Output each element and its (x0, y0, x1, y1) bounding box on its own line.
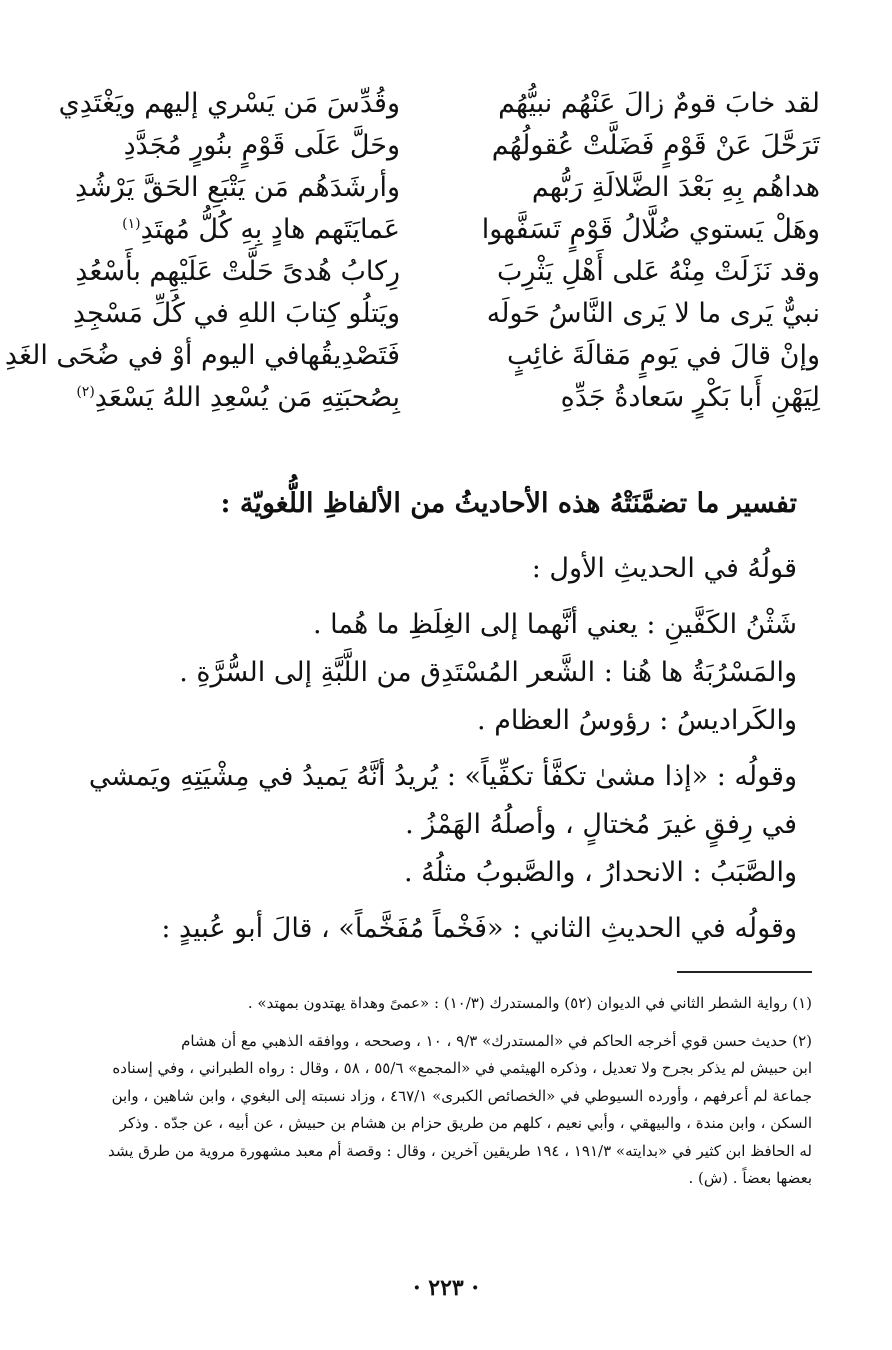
poem-verse (60, 82, 820, 124)
verse-second-hemistich (60, 298, 440, 329)
footnote-marker: (٢) (76, 383, 95, 400)
verse-second-hemistich (60, 88, 440, 119)
footnote-line: جماعة لم أعرفهم ، وأورده السيوطي في «الخصائص الكبرى» ٤٦٧/١ ، وزاد نسبته إلى البغوي ، وابن شاهين ، وابن (111, 1086, 812, 1105)
footnote-line: (٢) حديث حسن قوي أخرجه الحاكم في «المستدرك» ٩/٣ ، ١٠ ، وصححه ، ووافقه الذهبي مع أن هشام (181, 1031, 812, 1050)
verse-first-hemistich: وقد نَزَلَتْ مِنْهُ عَلى أَهْلِ يَثْرِبَ (497, 255, 820, 287)
footnote-line: السكن ، وابن مندة ، والبيهقي ، وأبي نعيم ، كلهم من طريق حزام بن هشام بن حبيش ، عن أبيه ، عن جدّه . وذكر (119, 1114, 812, 1132)
body-line: والصَّبَبُ : الانحدارُ ، والصَّبوبُ مثلُهُ . (403, 857, 797, 888)
verse-second-hemistich (60, 256, 440, 287)
body-line: في رِفقٍ غيرَ مُختالٍ ، وأصلُهُ الهَمْزُ . (405, 809, 797, 840)
poem-verse (60, 376, 820, 418)
verse-second-hemistich-text: وحَلَّ عَلَى قَوْمٍ بنُورٍ مُجَدَّدِ (123, 129, 400, 161)
verse-second-hemistich-text: رِكابُ هُدىً حَلَّتْ عَلَيْهِم بأَسْعُدِ (75, 255, 400, 287)
footnote-separator (677, 971, 812, 973)
verse-second-hemistich (60, 130, 440, 161)
verse-second-hemistich (60, 382, 440, 413)
verse-first-hemistich: وإنْ قالَ في يَومٍ مَقالَةَ غائِبٍ (506, 339, 820, 371)
poem (4, 82, 820, 418)
footnote-line: ابن حبيش لم يذكر بجرح ولا تعديل ، وذكره الهيثمي في «المجمع» ٥٥/٦ ، ٥٨ ، وقال : رواه الطبراني ، وفي إسناده (112, 1059, 812, 1077)
page-number: · ٢٢٣ · (412, 1275, 480, 1301)
verse-first-hemistich: لقد خابَ قومٌ زالَ عَنْهُم نبيُّهُم (498, 87, 820, 119)
body-line: والمَسْرُبَةُ ها هُنا : الشَّعر المُسْتَدِق من اللَّبَّةِ إلى السُّرَّةِ . (179, 657, 797, 688)
body-line: وقولُه في الحديثِ الثاني : «فَخْماً مُفَخَّماً» ، قالَ أبو عُبيدٍ : (161, 913, 797, 944)
body-line: والكَراديسُ : رؤوسُ العظام . (477, 705, 797, 736)
verse-first-hemistich: نبيٌّ يَرى ما لا يَرى النَّاسُ حَولَه (486, 297, 820, 329)
poem-verse (60, 250, 820, 292)
verse-second-hemistich (4, 339, 440, 371)
verse-second-hemistich (60, 214, 440, 245)
body-line: شَثْنُ الكَفَّينِ : يعني أنَّهما إلى الغِلَظِ ما هُما . (312, 609, 797, 640)
footnote-line: (١) رواية الشطر الثاني في الديوان (٥٢) والمستدرك (١٠/٣) : «عمىً وهداة يهتدون بمهتد» . (247, 994, 812, 1012)
verse-second-hemistich (60, 172, 440, 203)
poem-verse (4, 334, 820, 376)
verse-second-hemistich-text: وأرشَدَهُم مَن يَتْبَعِ الحَقَّ يَرْشُدِ (75, 171, 400, 203)
poem-verse (60, 292, 820, 334)
body-text (88, 545, 797, 953)
verse-second-hemistich-text: وقُدِّسَ مَن يَسْري إليهم ويَغْتَدِي (58, 87, 400, 119)
verse-second-hemistich-text: بِصُحبَتِهِ مَن يُسْعِدِ اللهُ يَسْعَدِ (94, 381, 400, 413)
footnote-2 (77, 1028, 812, 1193)
footnote-line: بعضها بعضاً . (ش) . (688, 1169, 812, 1187)
footnote-marker: (١) (122, 215, 141, 232)
body-line: قولُهُ في الحديثِ الأول : (531, 553, 797, 584)
verse-second-hemistich-text: فَتَصْدِيقُهافي اليوم أوْ في ضُحَى الغَدِ (4, 339, 400, 371)
verse-first-hemistich: وهَلْ يَستوي ضُلَّالُ قَوْمٍ تَسَفَّهوا (481, 213, 820, 245)
body-line: وقولُه : «إذا مشىٰ تكفَّأ تكفِّياً» : يُريدُ أنَّهُ يَميدُ في مِشْيَتِهِ ويَمشي (88, 761, 797, 792)
verse-first-hemistich: هداهُم بِهِ بَعْدَ الضَّلالَةِ رَبُّهم (531, 171, 820, 203)
footnote-1 (77, 990, 812, 1018)
poem-verse (60, 124, 820, 166)
section-heading: تفسير ما تضمَّنَتْهُ هذه الأحاديثُ من الألفاظِ اللُّغويّة : (220, 488, 797, 519)
verse-first-hemistich: تَرَحَّلَ عَنْ قَوْمٍ فَضَلَّتْ عُقولُهُم (491, 129, 820, 161)
footnotes (77, 990, 812, 1203)
verse-second-hemistich-text: عَمايَتَهم هادٍ بِهِ كُلُّ مُهتَدِ (140, 213, 400, 245)
poem-verse (60, 208, 820, 250)
verse-second-hemistich-text: ويَتلُو كِتابَ اللهِ في كُلِّ مَسْجِدِ (72, 297, 400, 329)
footnote-line: له الحافظ ابن كثير في «بدايته» ١٩١/٣ ، ١٩٤ طريقين آخرين ، وقال : وقصة أم معبد مشهورة مروية من طرق يشد (108, 1141, 812, 1160)
poem-verse (60, 166, 820, 208)
verse-first-hemistich: لِيَهْنِ أَبا بَكْرٍ سَعادةُ جَدِّهِ (560, 381, 820, 413)
